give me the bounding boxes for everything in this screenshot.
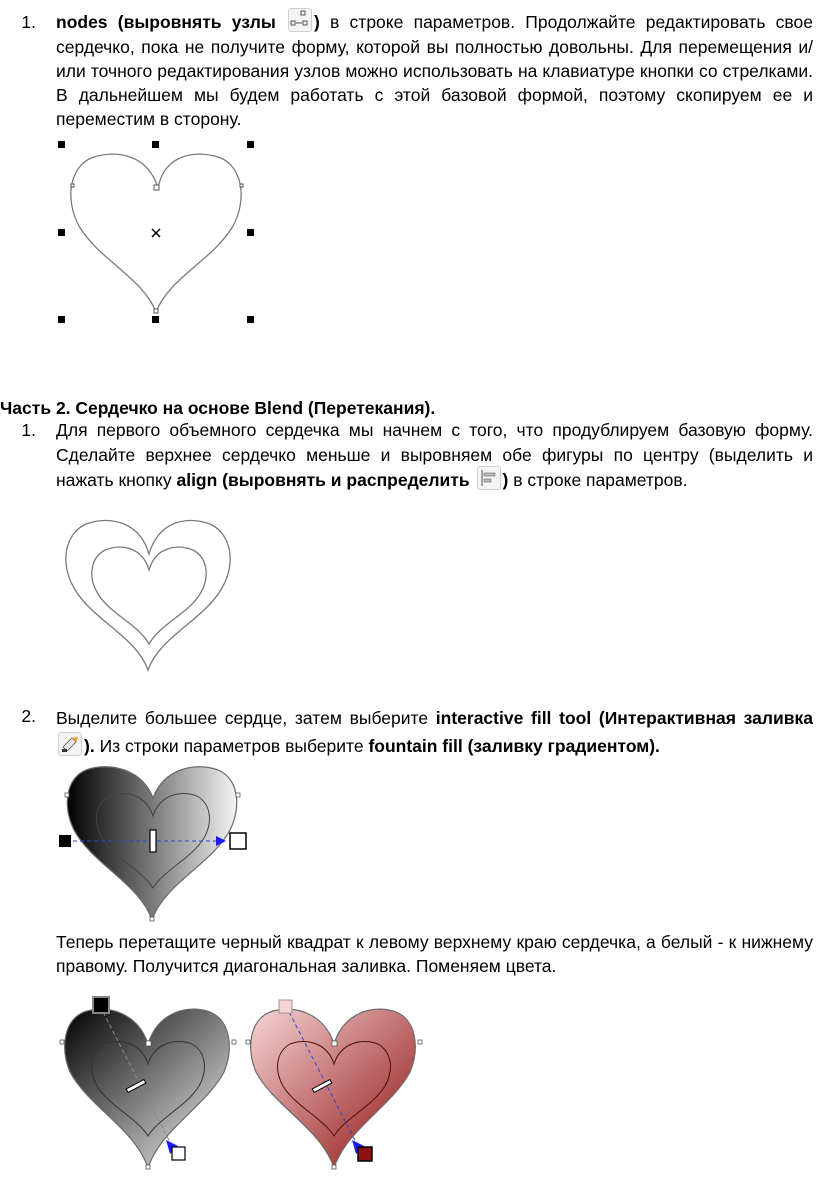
gradient-start-handle (59, 835, 71, 847)
gradient-end-handle (230, 833, 246, 849)
handle-bottom-left (58, 316, 65, 323)
handle-top-right (247, 141, 254, 148)
list-number: 2. (21, 706, 36, 726)
section-heading: Часть 2. Сердечко на основе Blend (Перетекания). (0, 398, 436, 418)
handle-mid-left (58, 229, 65, 236)
term-align-close: ) (502, 470, 509, 490)
paragraph-fill (56, 704, 813, 760)
handle-top-left (58, 141, 65, 148)
diagonal-gradient-figure (56, 994, 246, 1174)
red-gradient-figure (242, 994, 432, 1174)
paragraph-fill-text-b: Из строки параметров выберите (99, 736, 364, 756)
diagonal-start-handle (93, 997, 109, 1013)
paragraph-nodes (56, 10, 813, 131)
list-number: 1. (21, 420, 36, 440)
list-number: 1. (21, 12, 36, 32)
red-heart-fill (251, 1009, 416, 1168)
term-interactive-fill: interactive fill tool (Интерактивная заливка (435, 708, 813, 728)
red-start-handle (279, 1000, 292, 1013)
handle-top-center (152, 141, 159, 148)
term-fountain-fill: fountain fill (заливку градиентом). (368, 736, 660, 756)
paragraph-duplicate-end: в строке параметров. (513, 470, 688, 490)
paragraph-nodes-text: в строке параметров. Продолжайте редактировать свое сердечко, пока не получите форму, которой вы полностью довольны. Для перемещения и/или точного редактирования узлов можно использовать на клавиатуре кнопки со стрелками. В дальнейшем мы будем работать с этой базовой формой, поэтому скопируем ее и переместим в сторону. (56, 12, 813, 130)
outer-heart-outline (66, 520, 230, 670)
paragraph-fill-text: Выделите большее сердце, затем выберите (56, 708, 429, 728)
paragraph-drag-note: Теперь перетащите черный квадрат к левому верхнему краю сердечка, а белый - к нижнему правому. Получится диагональная заливка. Поменяем цвета. (56, 932, 813, 976)
align-nodes-icon (288, 8, 312, 32)
nested-hearts-figure (56, 508, 246, 678)
red-end-handle (358, 1147, 372, 1161)
term-interactive-fill-close: ). (84, 736, 95, 756)
term-nodes: nodes (выровнять узлы (56, 12, 276, 32)
paragraph-duplicate (56, 418, 813, 493)
handle-bottom-right (247, 316, 254, 323)
handle-mid-right (247, 229, 254, 236)
paragraph-duplicate-text: Для первого объемного сердечка мы начнем с того, что продублируем базовую форму. Сделайте верхнее сердечко меньше и выровняем обе фигуры по центру (выделить и нажать кнопку (56, 420, 813, 490)
horizontal-gradient-figure (56, 760, 252, 926)
term-align: align (выровнять и распределить (176, 470, 470, 490)
interactive-fill-icon (58, 732, 82, 756)
term-nodes-close: ) (314, 12, 320, 32)
diagonal-end-handle (172, 1147, 185, 1160)
handle-bottom-center (152, 316, 159, 323)
inner-heart-outline (92, 547, 206, 644)
align-distribute-icon (477, 466, 501, 490)
diagonal-heart-fill (65, 1009, 230, 1168)
center-mark (152, 229, 160, 237)
gradient-midpoint-slider (150, 830, 156, 852)
base-heart-figure (55, 138, 265, 328)
